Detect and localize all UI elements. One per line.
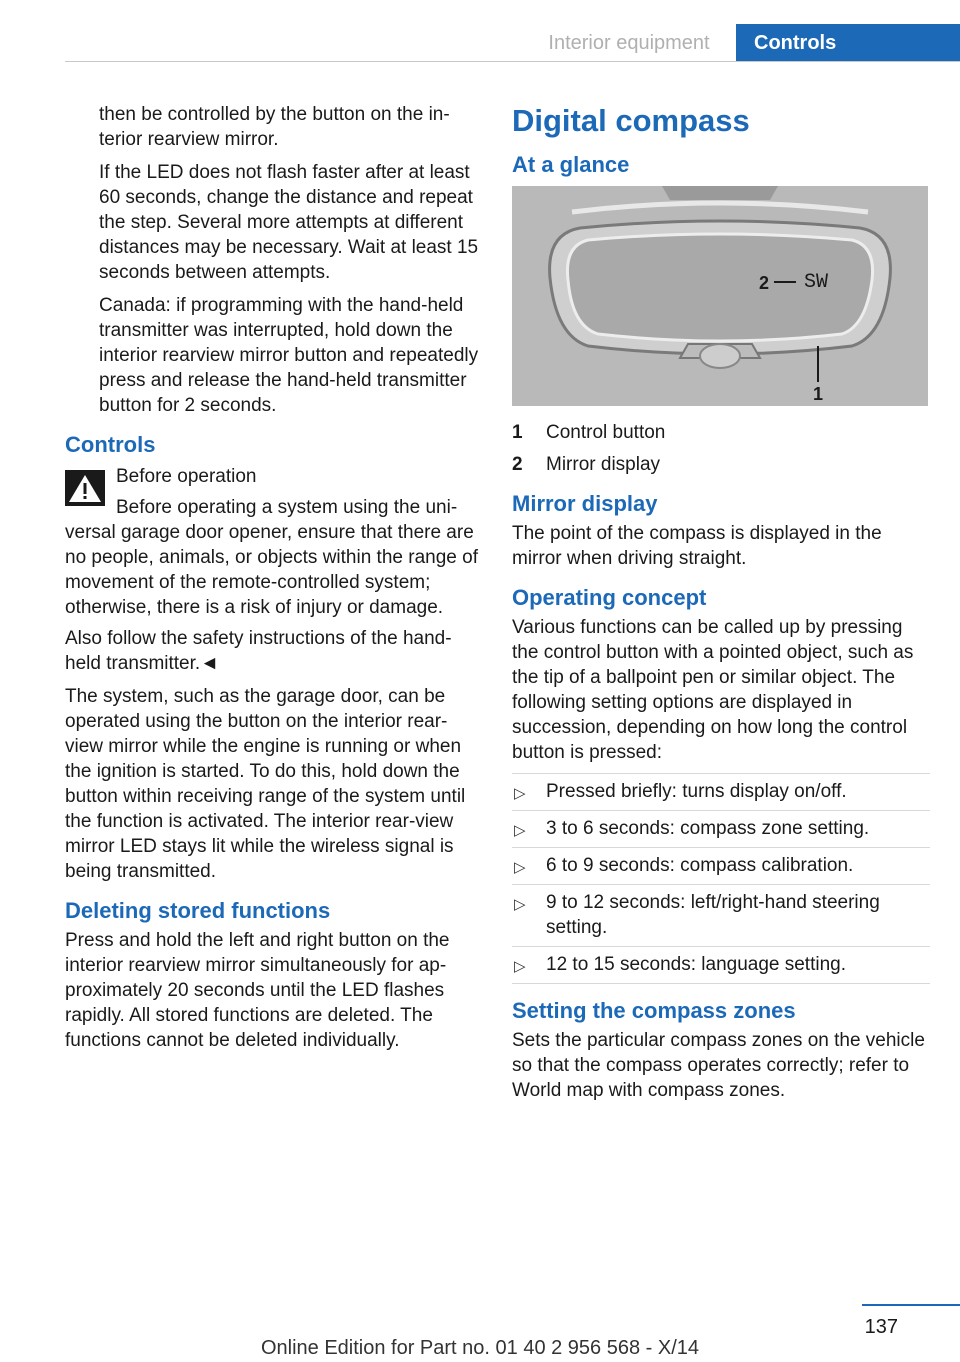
triangle-bullet-icon: ▷ [514, 822, 526, 839]
list-item [512, 885, 930, 947]
mirror-figure [512, 186, 928, 406]
legend-text: Mirror display [546, 454, 661, 475]
list-item [512, 947, 930, 984]
list-item [512, 811, 930, 848]
warning-body: Before operating a system using the universal garage door opener, ensure that there are no people, animals, or objects within the range of movement of the remote-controlled system; otherwise, there is a risk of injury or damage. [65, 497, 478, 618]
paragraph-deleting: Press and hold the left and right button on the interior rearview mirror simultaneously for approximately 20 seconds until the LED flashes rapidly. All stored functions are deleted. The functions cannot be deleted individually. [65, 930, 450, 1051]
warning-block [65, 464, 483, 620]
footer-edition: Online Edition for Part no. 01 40 2 956 568 - X/14 [260, 1337, 700, 1359]
triangle-bullet-icon: ▷ [514, 785, 526, 802]
header-divider [65, 61, 960, 62]
paragraph-canada: Canada: if programming with the hand‐held transmitter was interrupted, hold down the interior rearview mirror button and repeatedly press and release the hand‐held transmitter button for 2 seconds. [99, 295, 479, 416]
paragraph-led-retry: If the LED does not flash faster after at least 60 seconds, change the distance and repeat the step. Several more attempts at different distances may be necessary. Wait at least 15 seconds between attempts. [99, 162, 479, 283]
deleting-heading: Deleting stored functions [65, 898, 331, 923]
compass-display-text: SW [803, 271, 829, 294]
mirror-display-heading: Mirror display [512, 491, 658, 516]
section-title: Digital compass [512, 103, 750, 138]
controls-heading: Controls [65, 432, 156, 457]
list-item-text: 12 to 15 seconds: language setting. [546, 954, 847, 975]
header-chapter-tab: Controls [736, 24, 960, 62]
legend-number: 2 [512, 454, 523, 475]
list-item [512, 848, 930, 885]
compass-zones-heading: Setting the compass zones [512, 998, 796, 1023]
warning-title: Before operation [116, 466, 257, 487]
operating-concept-heading: Operating concept [512, 585, 707, 610]
compass-zones-text: Sets the particular compass zones on the vehicle so that the compass operates correctly; refer to World map with compass zones. [512, 1030, 925, 1101]
list-item-text: Pressed briefly: turns display on/off. [546, 781, 847, 802]
triangle-bullet-icon: ▷ [514, 958, 526, 975]
list-item-text: 9 to 12 seconds: left/right-hand steering setting. [546, 892, 880, 938]
legend-number: 1 [512, 422, 523, 443]
glance-heading: At a glance [512, 152, 630, 177]
legend-text: Control button [546, 422, 666, 443]
paragraph-continuation: then be controlled by the button on the interior rearview mirror. [99, 104, 450, 150]
paragraph-safety: Also follow the safety instructions of the hand‐held transmitter.◄ [65, 628, 452, 674]
list-item-text: 3 to 6 seconds: compass zone setting. [546, 818, 870, 839]
operating-concept-text: Various functions can be called up by pressing the control button with a pointed object, such as the tip of a ballpoint pen or similar object. The following setting options are displayed in succession, depending on how long the control button is pressed: [512, 617, 914, 763]
right-column [512, 102, 930, 1111]
list-item [512, 774, 930, 811]
left-column [65, 102, 483, 1061]
page-number: 137 [864, 1316, 898, 1338]
header-section-label: Interior equipment [548, 32, 710, 54]
triangle-bullet-icon: ▷ [514, 859, 526, 876]
mirror-display-text: The point of the compass is displayed in the mirror when driving straight. [512, 523, 882, 569]
paragraph-operation: The system, such as the garage door, can be operated using the button on the interior rear‐view mirror while the engine is running or when the ignition is started. To do this, hold down the button within receiving range of the system until the function is activated. The interior rear‐view mirror LED stays lit while the wireless signal is being transmitted. [65, 686, 466, 882]
setting-options-list [512, 773, 930, 984]
triangle-bullet-icon: ▷ [514, 896, 526, 913]
legend-item [512, 420, 930, 445]
callout-2: 2 [758, 273, 770, 293]
footer-accent-line [862, 1304, 960, 1306]
warning-triangle-icon [65, 470, 105, 506]
list-item-text: 6 to 9 seconds: compass calibration. [546, 855, 854, 876]
legend-item [512, 452, 930, 477]
callout-1: 1 [812, 384, 824, 404]
